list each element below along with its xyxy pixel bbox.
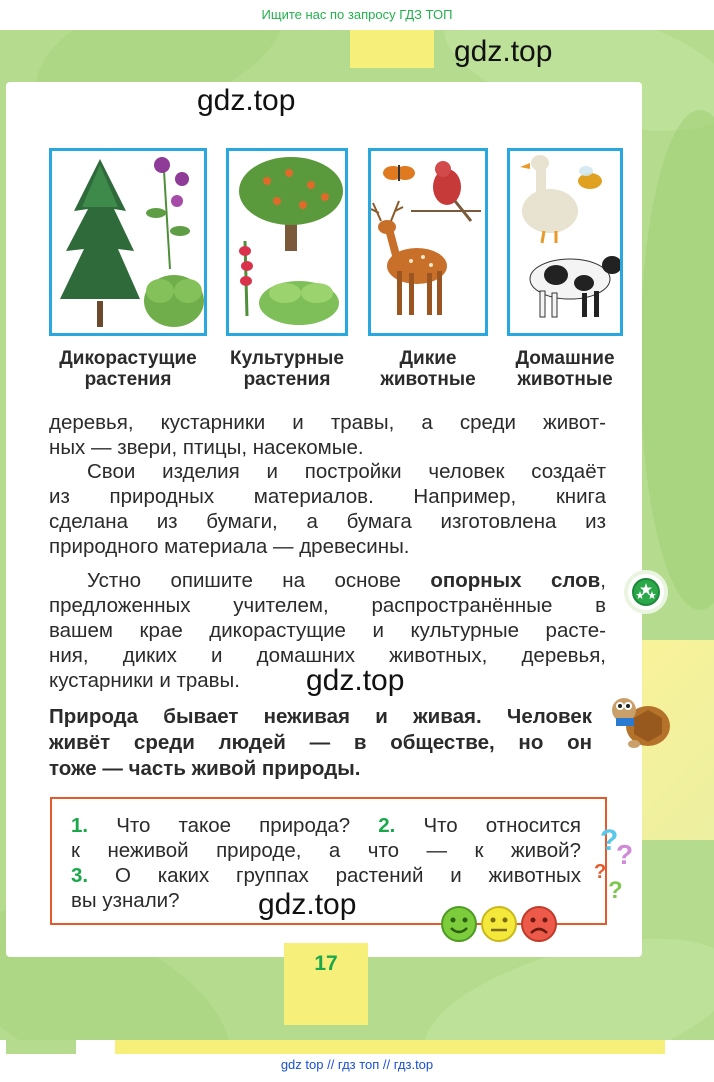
svg-text:?: ? (616, 839, 634, 870)
self-assessment-smileys[interactable] (440, 904, 560, 944)
text-line: деревья, кустарники и травы, а среди живот- (49, 411, 606, 434)
bottom-banner[interactable]: gdz top // гдз топ // гдз.top (280, 1057, 434, 1072)
top-banner[interactable]: Ищите нас по запросу ГДЗ ТОП (0, 0, 714, 30)
stars-icon (634, 580, 658, 604)
top-tab (350, 30, 434, 68)
keyword: опорных слов (430, 569, 601, 592)
text-line: живёт среди людей — в обществе, но он (49, 731, 592, 754)
text-line: природного материала — древесины. (49, 535, 410, 558)
text-line (71, 863, 581, 888)
domestic-animals-illustration (510, 151, 620, 333)
caption-domestic-animals (501, 348, 629, 390)
question-number: 1. (71, 814, 89, 837)
svg-text:?: ? (608, 877, 623, 902)
text-line: Природа бывает неживая и живая. Человек (49, 705, 592, 728)
wild-plants-illustration (52, 151, 204, 333)
caption-wild-animals (366, 348, 490, 390)
wild-animals-illustration (371, 151, 485, 333)
caption-wild-plants (44, 348, 212, 390)
text-line: сделана из бумаги, а бумага изготовлена из (49, 510, 606, 533)
card-wild-animals (368, 148, 488, 336)
question-number: 2. (378, 814, 396, 837)
text-line (71, 813, 581, 838)
watermark: gdz.top (454, 35, 553, 68)
conclusion-text (49, 704, 592, 782)
paragraph-materials (49, 459, 606, 559)
caption-line: Дикорастущие (59, 348, 197, 369)
question-text: Что относится (423, 814, 581, 837)
watermark: gdz.top (258, 888, 357, 921)
text-fragment: , (600, 569, 606, 592)
text-line: ных — звери, птицы, насекомые. (49, 436, 364, 459)
text-line: ния, диких и домашних животных, деревья, (49, 644, 606, 667)
star-badge-icon (624, 570, 668, 614)
card-cultivated-plants (226, 148, 348, 336)
question-text: к неживой природе, а что — к живой? (71, 839, 581, 862)
paragraph-intro (49, 410, 606, 460)
question-marks-icon (594, 820, 644, 902)
cultivated-plants-illustration (229, 151, 345, 333)
text-line (49, 568, 606, 593)
caption-line: Культурные (230, 348, 344, 369)
text-line: вашем крае дикорастущие и культурные расте- (49, 619, 606, 642)
smiley-happy-icon[interactable] (442, 907, 476, 941)
text-line: предложенных учителем, распространённые в (49, 594, 606, 617)
caption-line: животные (517, 369, 613, 390)
question-text: О каких группах растений и животных (114, 864, 581, 887)
caption-line: Домашние (515, 348, 615, 369)
smiley-neutral-icon[interactable] (482, 907, 516, 941)
text-fragment: Устно опишите на основе (87, 569, 401, 592)
question-text: вы узнали? (71, 889, 180, 912)
text-line: из природных материалов. Например, книга (49, 485, 606, 508)
caption-line: растения (84, 369, 172, 390)
card-domestic-animals (507, 148, 623, 336)
svg-text:?: ? (594, 861, 607, 883)
caption-line: растения (243, 369, 331, 390)
caption-cultivated-plants (220, 348, 354, 390)
watermark: gdz.top (197, 84, 296, 117)
caption-line: Дикие (399, 348, 457, 369)
text-line: кустарники и травы. (49, 669, 240, 692)
page-number: 17 (314, 952, 338, 975)
svg-text:?: ? (600, 824, 619, 857)
turtle-mascot-icon (606, 688, 676, 758)
next-page-strip (0, 1040, 714, 1054)
question-text: Что такое природа? (116, 814, 351, 837)
text-line: тоже — часть живой природы. (49, 757, 361, 780)
caption-line: животные (380, 369, 476, 390)
smiley-sad-icon[interactable] (522, 907, 556, 941)
question-number: 3. (71, 864, 89, 887)
text-line: Свои изделия и постройки человек создаёт (87, 460, 606, 483)
card-wild-plants (49, 148, 207, 336)
watermark: gdz.top (306, 664, 405, 697)
